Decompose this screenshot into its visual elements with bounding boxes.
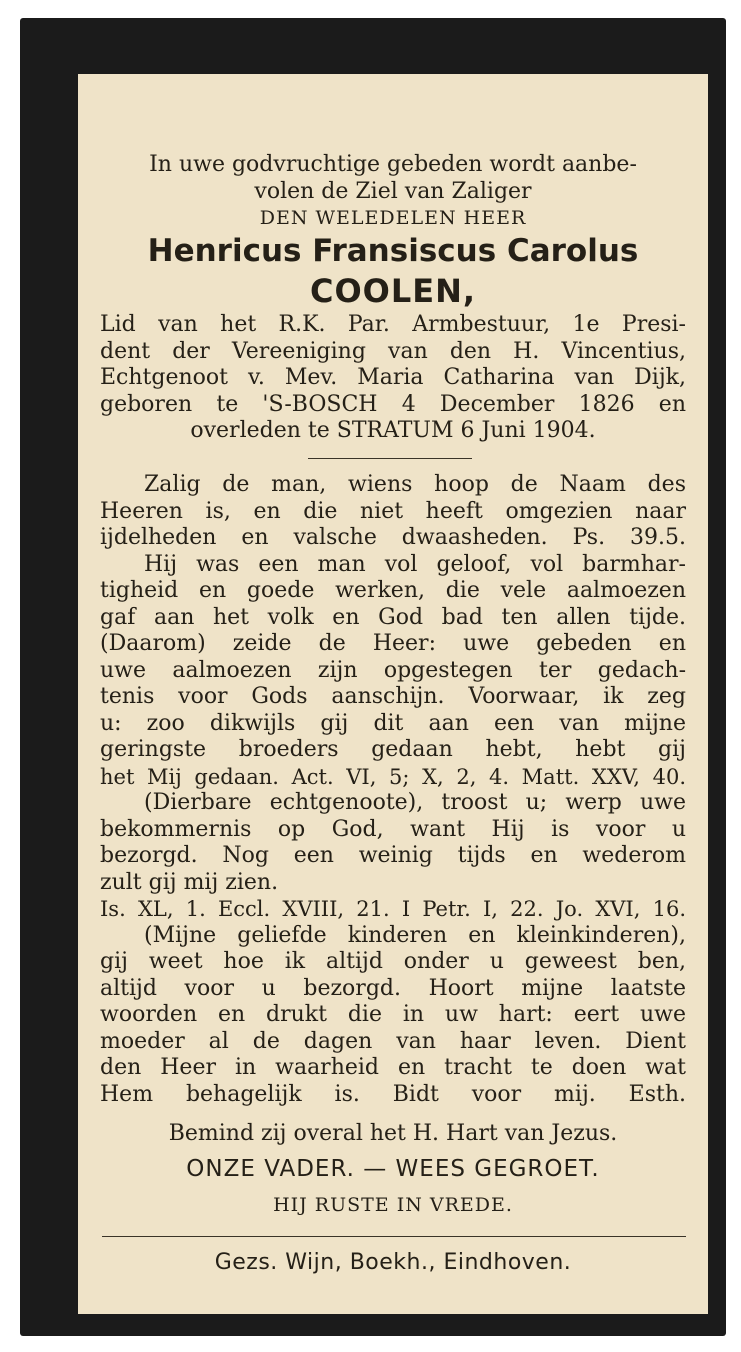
text-line: geringste broeders gedaan hebt, hebt gij xyxy=(100,737,686,762)
text-line: Hij was een man vol geloof, vol barmhar- xyxy=(144,551,686,577)
prayers-line: ONZE VADER. — WEES GEGROET. xyxy=(186,1156,600,1182)
text-line: Is. XL, 1. Eccl. XVIII, 21. I Petr. I, 22. Jo. XVI, 16. xyxy=(100,897,686,921)
text-line: (Dierbare echtgenoote), troost u; werp uwe xyxy=(144,790,686,815)
text-line: bekommernis op God, want Hij is voor u xyxy=(100,816,686,842)
given-names: Henricus Fransiscus Carolus xyxy=(147,232,639,269)
text-line: ijdelheden en valsche dwaasheden. Ps. 39.5. xyxy=(100,525,686,550)
text-line: woorden en drukt die in uw hart: eert uwe xyxy=(100,1002,686,1027)
bio-line: dent der Vereeniging van den H. Vincentius, xyxy=(100,338,686,364)
mourning-card-border xyxy=(20,18,726,1336)
intro-line-2: volen de Ziel van Zaliger xyxy=(254,178,532,204)
scripture-text xyxy=(78,472,708,1108)
prayer-card xyxy=(78,74,708,1314)
printer-imprint: Gezs. Wijn, Boekh., Eindhoven. xyxy=(214,1250,572,1275)
surname: COOLEN, xyxy=(309,271,477,310)
text-line: gij weet hoe ik altijd onder u geweest ben, xyxy=(100,949,686,974)
short-divider xyxy=(308,458,472,459)
text-line: bezorgd. Nog een weinig tijds en wederom xyxy=(100,843,686,868)
intro-line-1: In uwe godvruchtige gebeden wordt aanbe- xyxy=(149,152,637,177)
text-line: (Mijne geliefde kinderen en kleinkinderen), xyxy=(144,922,686,948)
text-line: het Mij gedaan. Act. VI, 5; X, 2, 4. Matt. XXV, 40. xyxy=(100,764,686,789)
honorific: DEN WELEDELEN HEER xyxy=(259,207,527,229)
text-line: gaf aan het volk en God bad ten allen tijde. xyxy=(100,604,686,630)
text-line: Hem behagelijk is. Bidt voor mij. Esth. xyxy=(100,1081,686,1107)
text-line: zult gij mij zien. xyxy=(100,869,279,895)
bio-line: Echtgenoot v. Mev. Maria Catharina van Dijk, xyxy=(100,365,686,390)
printer-footer xyxy=(78,1250,708,1277)
long-divider xyxy=(102,1236,686,1237)
biography xyxy=(78,312,708,445)
bio-line: Lid van het R.K. Par. Armbestuur, 1e Presi- xyxy=(100,312,686,337)
bio-line: geboren te 'S-BOSCH 4 December 1826 en xyxy=(100,391,686,417)
bio-line: overleden te STRATUM 6 Juni 1904. xyxy=(190,418,596,443)
devotion-line: Bemind zij overal het H. Hart van Jezus. xyxy=(168,1121,618,1146)
text-line: u: zoo dikwijls gij dit aan een van mijne xyxy=(100,710,686,736)
header xyxy=(78,152,708,312)
text-line: den Heer in waarheid en tracht te doen wat xyxy=(100,1055,686,1080)
text-line: altijd voor u bezorgd. Hoort mijne laatste xyxy=(100,975,686,1001)
text-line: Zalig de man, wiens hoop de Naam des xyxy=(144,472,686,497)
text-line: (Daarom) zeide de Heer: uwe gebeden en xyxy=(100,631,686,656)
text-line: uwe aalmoezen zijn opgestegen ter gedach- xyxy=(100,657,686,683)
closing xyxy=(78,1118,708,1222)
text-line: tenis voor Gods aanschijn. Voorwaar, ik zeg xyxy=(100,684,686,709)
text-line: tigheid en goede werken, die vele aalmoezen xyxy=(100,578,686,603)
text-line: moeder al de dagen van haar leven. Dient xyxy=(100,1028,686,1054)
rest-in-peace: HIJ RUSTE IN VREDE. xyxy=(273,1194,513,1216)
text-line: Heeren is, en die niet heeft omgezien naar xyxy=(100,498,686,524)
